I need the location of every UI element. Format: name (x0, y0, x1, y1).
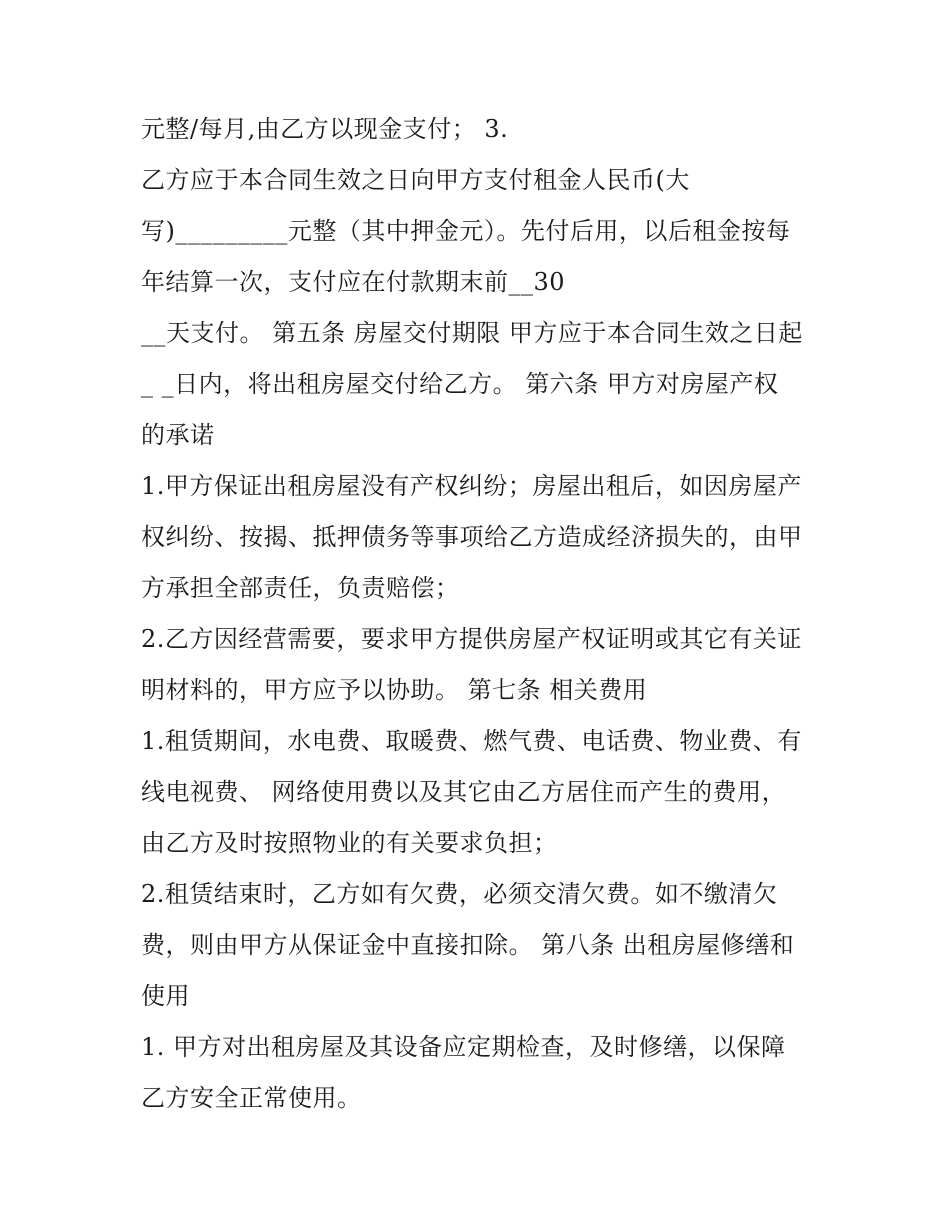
text-line: 1. 甲方对出租房屋及其设备应定期检查，及时修缮，以保障 (141, 1033, 786, 1061)
text-line: 方承担全部责任，负责赔偿； (141, 574, 460, 602)
text-line: _ _日内，将出租房屋交付给乙方。 第六条 甲方对房屋产权 (141, 370, 779, 398)
text-line: 由乙方及时按照物业的有关要求负担； (141, 829, 558, 857)
text-line: 2.租赁结束时，乙方如有欠费，必须交清欠费。如不缴清欠 (141, 880, 778, 908)
text-line: 2.乙方因经营需要，要求甲方提供房屋产权证明或其它有关证 (141, 625, 802, 653)
text-line: 的承诺 (141, 421, 215, 449)
text-line: 使用 (141, 982, 190, 1010)
text-line: 乙方安全正常使用。 (141, 1084, 362, 1112)
text-line: 线电视费、 网络使用费以及其它由乙方居住而产生的费用， (141, 778, 787, 806)
text-line: 1.甲方保证出租房屋没有产权纠纷；房屋出租后，如因房屋产 (141, 472, 802, 500)
text-line: 乙方应于本合同生效之日向甲方支付租金人民币(大 (141, 166, 690, 194)
text-line: 权纠纷、按揭、抵押债务等事项给乙方造成经济损失的，由甲 (141, 523, 803, 551)
text-line: 费，则由甲方从保证金中直接扣除。 第八条 出租房屋修缮和 (141, 931, 795, 959)
text-line: 写)_________元整（其中押金元）。先付后用，以后租金按每 (141, 217, 791, 245)
text-line: 年结算一次，支付应在付款期末前__30 (141, 268, 566, 296)
text-line: __天支付。 第五条 房屋交付期限 甲方应于本合同生效之日起 (141, 319, 803, 347)
text-line: 1.租赁期间，水电费、取暖费、燃气费、电话费、物业费、有 (141, 727, 802, 755)
text-line: 明材料的，甲方应予以协助。 第七条 相关费用 (141, 676, 648, 704)
text-line: 元整/每月,由乙方以现金支付； 3. (141, 115, 509, 143)
